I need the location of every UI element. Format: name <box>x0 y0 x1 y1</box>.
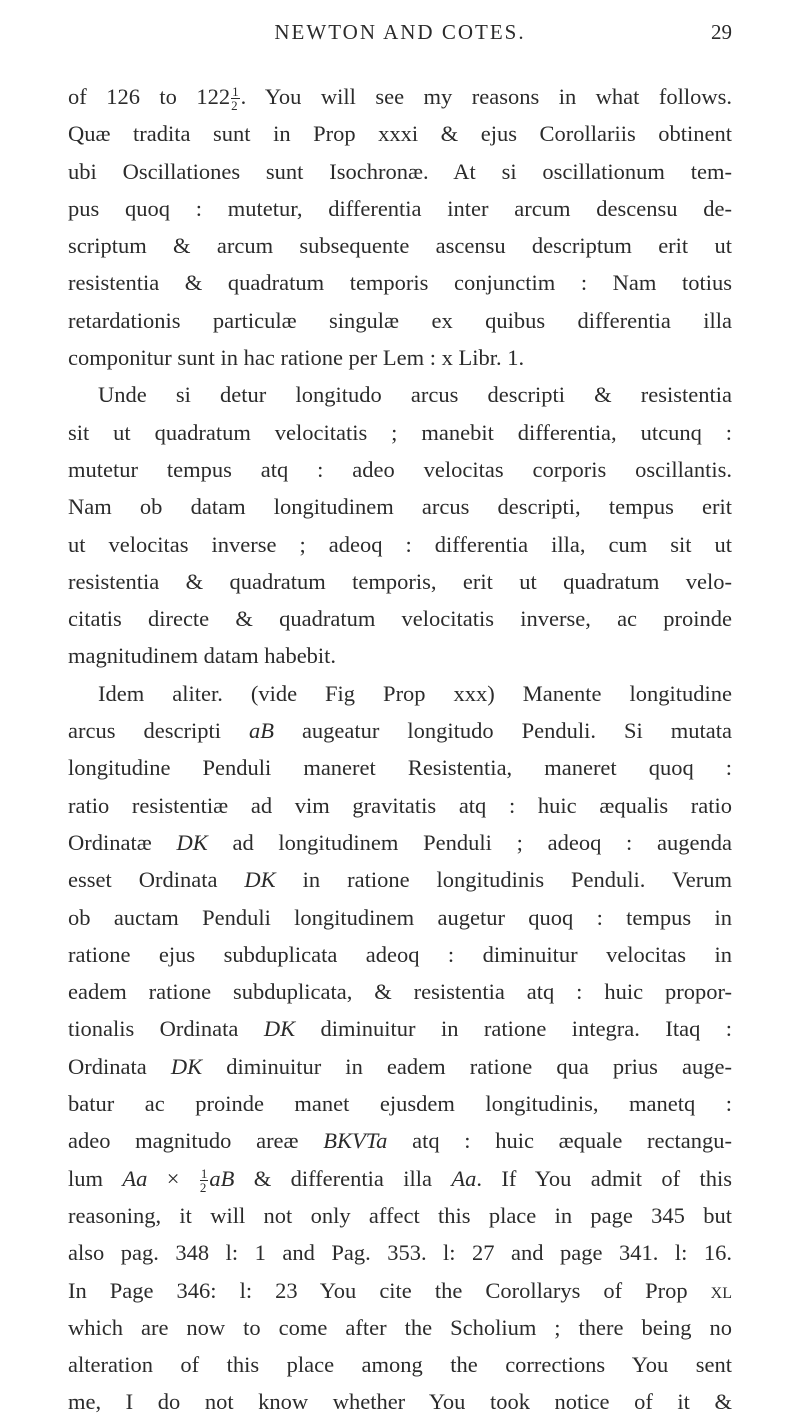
text-line: ratione ejus subduplicata adeoq : diminuitur velocitas in <box>68 941 732 967</box>
text-line: Ordinatæ DK ad longitudinem Penduli ; adeoq : augenda <box>68 829 732 855</box>
paragraph-start-line: Unde si detur longitudo arcus descripti & resistentia <box>98 382 732 408</box>
fraction-half: $\frac{1}{2}$ <box>231 84 239 114</box>
text-line: lum Aa × $\frac{1}{2}$ aB & differentia illa Aa. If You admit of this <box>68 1165 732 1195</box>
text-line: magnitudinem datam habebit. <box>68 643 337 669</box>
text-line: tionalis Ordinata DK diminuitur in ratione integra. Itaq : <box>68 1016 733 1042</box>
text-line: mutetur tempus atq : adeo velocitas corporis oscillantis. <box>68 456 732 482</box>
text-line: retardationis particulæ singulæ ex quibus differentia illa <box>68 307 732 333</box>
text-line: In Page 346: l: 23 You cite the Corollarys of Prop xl <box>68 1277 732 1303</box>
text-line: Ordinata DK diminuitur in eadem ratione qua prius auge- <box>68 1053 732 1079</box>
text-line: eadem ratione subduplicata, & resistentia atq : huic propor- <box>68 979 732 1005</box>
text-line: also pag. 348 l: 1 and Pag. 353. l: 27 and page 341. l: 16. <box>68 1240 732 1266</box>
text-line: batur ac proinde manet ejusdem longitudinis, manetq : <box>68 1091 732 1117</box>
text-line: ut velocitas inverse ; adeoq : differentia illa, cum sit ut <box>68 531 732 557</box>
paragraph-start-line: Idem aliter. (vide Fig Prop xxx) Manente longitudine <box>98 680 732 706</box>
text-line: componitur sunt in hac ratione per Lem : x Libr. 1. <box>68 345 525 371</box>
text-line: ratio resistentiæ ad vim gravitatis atq : huic æqualis ratio <box>68 792 732 818</box>
text-line: pus quoq : mutetur, differentia inter arcum descensu de- <box>68 195 732 221</box>
text-line: citatis directe & quadratum velocitatis inverse, ac proinde <box>68 606 732 632</box>
text-line: scriptum & arcum subsequente ascensu descriptum erit ut <box>68 233 732 259</box>
text-line: reasoning, it will not only affect this place in page 345 but <box>68 1202 732 1228</box>
text-line: sit ut quadratum velocitatis ; manebit differentia, utcunq : <box>68 419 732 445</box>
text-line: Quæ tradita sunt in Prop xxxi & ejus Corollariis obtinent <box>68 121 732 147</box>
text-line: which are now to come after the Scholium ; there being no <box>68 1314 732 1340</box>
text-line: resistentia & quadratum temporis, erit ut quadratum velo- <box>68 568 732 594</box>
fraction-half: $\frac{1}{2}$ <box>199 1165 208 1195</box>
text-line: esset Ordinata DK in ratione longitudinis Penduli. Verum <box>68 867 732 893</box>
text-line: alteration of this place among the corrections You sent <box>68 1352 732 1378</box>
page-number: 29 <box>711 20 732 44</box>
body-text <box>68 78 732 1421</box>
text-line: ob auctam Penduli longitudinem augetur quoq : tempus in <box>68 904 732 930</box>
text-line: ubi Oscillationes sunt Isochronæ. At si oscillationum tem- <box>68 158 732 184</box>
text-line: Nam ob datam longitudinem arcus descripti, tempus erit <box>68 494 732 520</box>
text-line: arcus descripti aB augeatur longitudo Penduli. Si mutata <box>68 718 733 744</box>
text-line: longitudine Penduli maneret Resistentia, maneret quoq : <box>68 755 732 781</box>
text-line: resistentia & quadratum temporis conjunctim : Nam totius <box>68 270 732 296</box>
text-line: me, I do not know whether You took notice of it & <box>68 1389 732 1415</box>
text-line: adeo magnitudo areæ BKVTa atq : huic æquale rectangu- <box>68 1128 733 1154</box>
running-title: NEWTON AND COTES. <box>274 20 526 44</box>
running-head <box>68 20 732 50</box>
text-line: of 126 to 122 $\frac{1}{2}$ . You will see my reasons in what follows. <box>68 84 732 114</box>
